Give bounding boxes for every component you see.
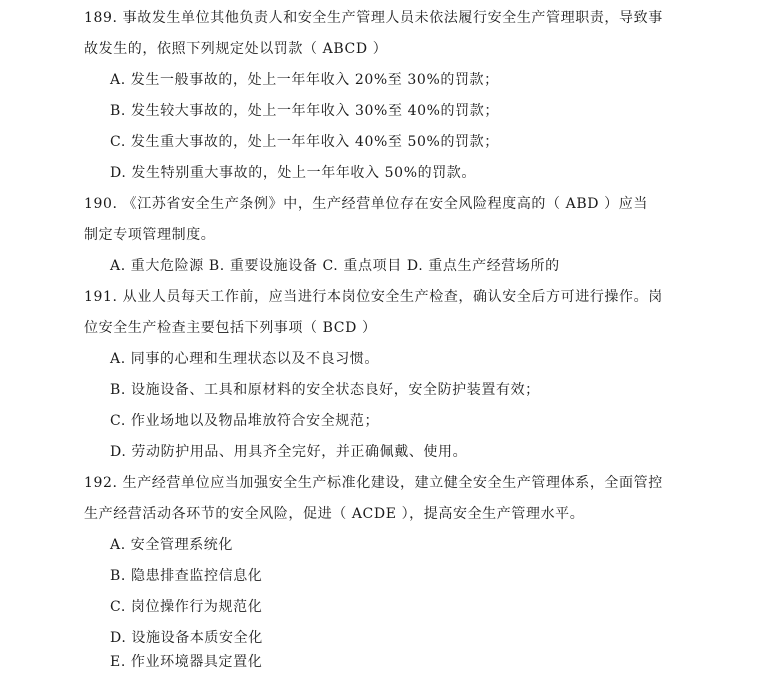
- question-192-line-1: 192. 生产经营单位应当加强安全生产标准化建设，建立健全安全生产管理体系，全面管控: [84, 475, 663, 491]
- question-189-line-2: 故发生的，依照下列规定处以罚款（ ABCD ）: [84, 41, 388, 57]
- question-189-option-b: B. 发生较大事故的，处上一年年收入 30%至 40%的罚款；: [110, 103, 499, 119]
- question-189-option-a: A. 发生一般事故的，处上一年年收入 20%至 30%的罚款；: [110, 72, 499, 88]
- question-191-option-d: D. 劳动防护用品、用具齐全完好，并正确佩戴、使用。: [110, 444, 468, 460]
- question-189-line-1: 189. 事故发生单位其他负责人和安全生产管理人员未依法履行安全生产管理职责，导致事: [84, 10, 663, 26]
- question-190-line-1: 190. 《江苏省安全生产条例》中，生产经营单位存在安全风险程度高的（ ABD ）应当: [84, 196, 648, 212]
- question-192-line-2: 生产经营活动各环节的安全风险，促进（ ACDE ），提高安全生产管理水平。: [84, 506, 585, 522]
- question-191-line-1: 191. 从业人员每天工作前，应当进行本岗位安全生产检查，确认安全后方可进行操作。岗: [84, 289, 663, 305]
- question-191-line-2: 位安全生产检查主要包括下列事项（ BCD ）: [84, 320, 377, 336]
- question-192-option-b: B. 隐患排查监控信息化: [110, 568, 263, 584]
- question-191-option-c: C. 作业场地以及物品堆放符合安全规范；: [110, 413, 380, 429]
- question-189-option-d: D. 发生特别重大事故的，处上一年年收入 50%的罚款。: [110, 165, 476, 181]
- question-190-line-2: 制定专项管理制度。: [84, 227, 216, 243]
- question-190-options: A. 重大危险源 B. 重要设施设备 C. 重点项目 D. 重点生产经营场所的: [110, 258, 560, 274]
- question-192-option-d: D. 设施设备本质安全化: [110, 630, 263, 646]
- question-192-option-a: A. 安全管理系统化: [110, 537, 234, 553]
- question-192-option-c: C. 岗位操作行为规范化: [110, 599, 263, 615]
- question-189-option-c: C. 发生重大事故的，处上一年年收入 40%至 50%的罚款；: [110, 134, 499, 150]
- question-191-option-a: A. 同事的心理和生理状态以及不良习惯。: [110, 351, 380, 367]
- question-191-option-b: B. 设施设备、工具和原材料的安全状态良好，安全防护装置有效；: [110, 382, 540, 398]
- question-192-option-e: E. 作业环境器具定置化: [110, 654, 263, 670]
